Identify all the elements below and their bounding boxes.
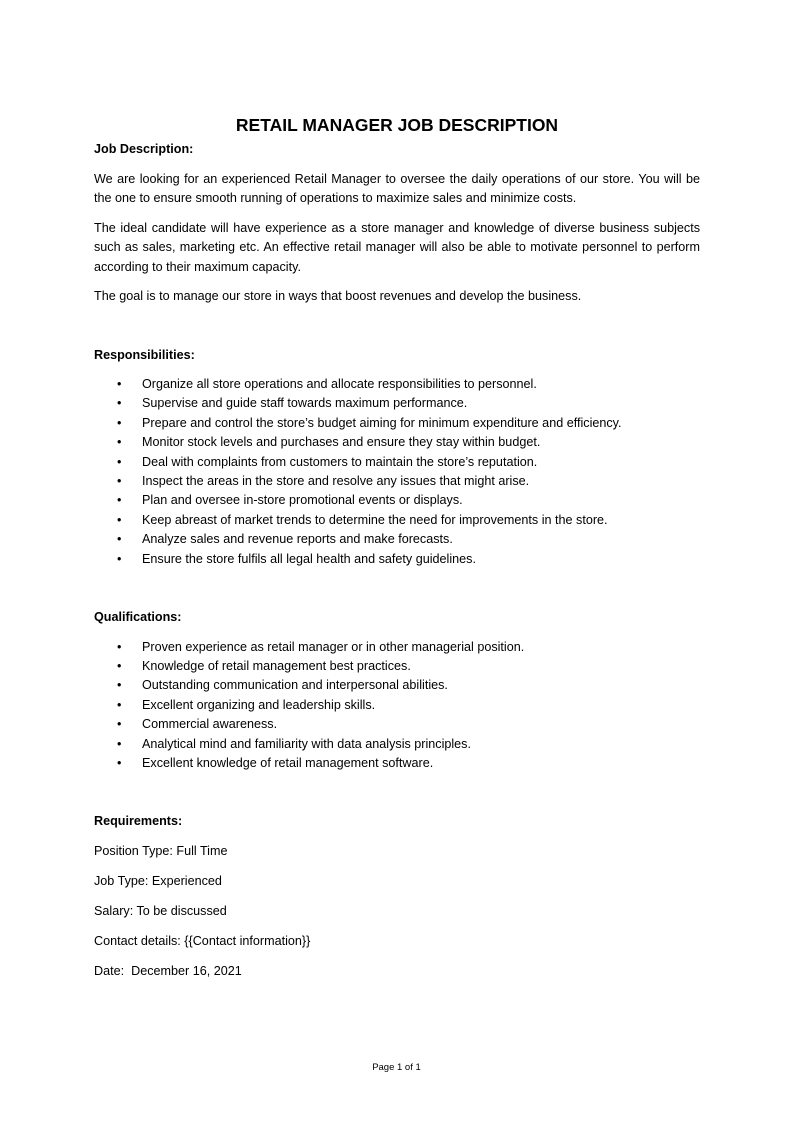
bullet-icon: • (117, 435, 122, 450)
list-item-text: Deal with complaints from customers to maintain the store’s reputation. (142, 454, 538, 469)
date-line: Date: December 16, 2021 (94, 963, 242, 978)
qualifications-section (94, 608, 700, 773)
list-item-text: Monitor stock levels and purchases and ensure they stay within budget. (142, 435, 541, 450)
list-item (94, 453, 700, 472)
qualifications-list (94, 638, 700, 774)
page-number-footer: Page 1 of 1 (372, 1062, 421, 1073)
list-item-text: Commercial awareness. (142, 717, 278, 732)
section-spacer (94, 579, 700, 608)
responsibilities-heading: Responsibilities: (94, 347, 195, 362)
bullet-icon: • (117, 697, 122, 712)
section-spacer (94, 317, 700, 346)
document-body (94, 114, 700, 992)
bullet-icon: • (117, 377, 122, 391)
list-item-text: Ensure the store fulfils all legal health and safety guidelines. (142, 551, 476, 566)
job-description-paragraph: The goal is to manage our store in ways that boost revenues and develop the business. (94, 289, 582, 303)
list-item (94, 511, 700, 530)
bullet-icon: • (117, 756, 122, 770)
list-item-text: Excellent knowledge of retail management software. (142, 756, 434, 770)
list-item-text: Analytical mind and familiarity with data analysis principles. (142, 736, 471, 751)
list-item-text: Outstanding communication and interpersonal abilities. (142, 678, 448, 693)
requirements-heading: Requirements: (94, 814, 183, 829)
list-item-text: Prepare and control the store’s budget aiming for minimum expenditure and efficiency. (142, 415, 622, 430)
list-item (94, 657, 700, 676)
bullet-icon: • (117, 658, 122, 673)
bullet-icon: • (117, 454, 122, 469)
list-item (94, 375, 700, 394)
job-description-paragraph: The ideal candidate will have experience as a store manager and knowledge of diverse business subjects such as sales, marketing etc. An effective retail manager will also be able to motivate personnel to perform according to their maximum capacity. (94, 220, 700, 274)
bullet-icon: • (117, 415, 122, 430)
list-item (94, 394, 700, 413)
list-item-text: Proven experience as retail manager or in other managerial position. (142, 639, 525, 654)
list-item (94, 735, 700, 754)
list-item (94, 433, 700, 452)
list-item-text: Inspect the areas in the store and resolve any issues that might arise. (142, 474, 530, 489)
list-item (94, 491, 700, 510)
list-item (94, 696, 700, 715)
bullet-icon: • (117, 717, 122, 732)
list-item-text: Plan and oversee in-store promotional events or displays. (142, 493, 463, 508)
contact-details-line: Contact details: {{Contact information}} (94, 933, 311, 948)
list-item (94, 676, 700, 695)
bullet-icon: • (117, 639, 122, 654)
list-item-text: Analyze sales and revenue reports and make forecasts. (142, 532, 453, 547)
responsibilities-list (94, 375, 700, 569)
bullet-icon: • (117, 551, 122, 566)
list-item-text: Keep abreast of market trends to determine the need for improvements in the store. (142, 512, 608, 527)
qualifications-heading: Qualifications: (94, 610, 182, 625)
list-item-text: Supervise and guide staff towards maximum performance. (142, 396, 468, 411)
list-item-text: Knowledge of retail management best practices. (142, 658, 411, 673)
list-item (94, 472, 700, 491)
bullet-icon: • (117, 736, 122, 751)
bullet-icon: • (117, 493, 122, 508)
bullet-icon: • (117, 396, 122, 411)
position-type-line: Position Type: Full Time (94, 843, 228, 858)
job-description-section (94, 140, 700, 307)
salary-line: Salary: To be discussed (94, 903, 227, 918)
bullet-icon: • (117, 532, 122, 547)
bullet-icon: • (117, 474, 122, 489)
bullet-icon: • (117, 512, 122, 527)
job-description-paragraph: We are looking for an experienced Retail Manager to oversee the daily operations of our store. You will be the one to ensure smooth running of operations to maximize sales and minimize costs. (94, 171, 700, 205)
requirements-section (94, 812, 700, 981)
job-description-heading: Job Description: (94, 142, 194, 156)
job-type-line: Job Type: Experienced (94, 873, 222, 888)
list-item (94, 715, 700, 734)
document-title: RETAIL MANAGER JOB DESCRIPTION (235, 115, 559, 135)
list-item (94, 414, 700, 433)
list-item (94, 530, 700, 549)
list-item-text: Excellent organizing and leadership skills. (142, 697, 376, 712)
bullet-icon: • (117, 678, 122, 693)
section-spacer (94, 783, 700, 812)
list-item-text: Organize all store operations and allocate responsibilities to personnel. (142, 377, 537, 391)
list-item (94, 638, 700, 657)
list-item (94, 754, 700, 773)
responsibilities-section (94, 346, 700, 570)
list-item (94, 550, 700, 569)
